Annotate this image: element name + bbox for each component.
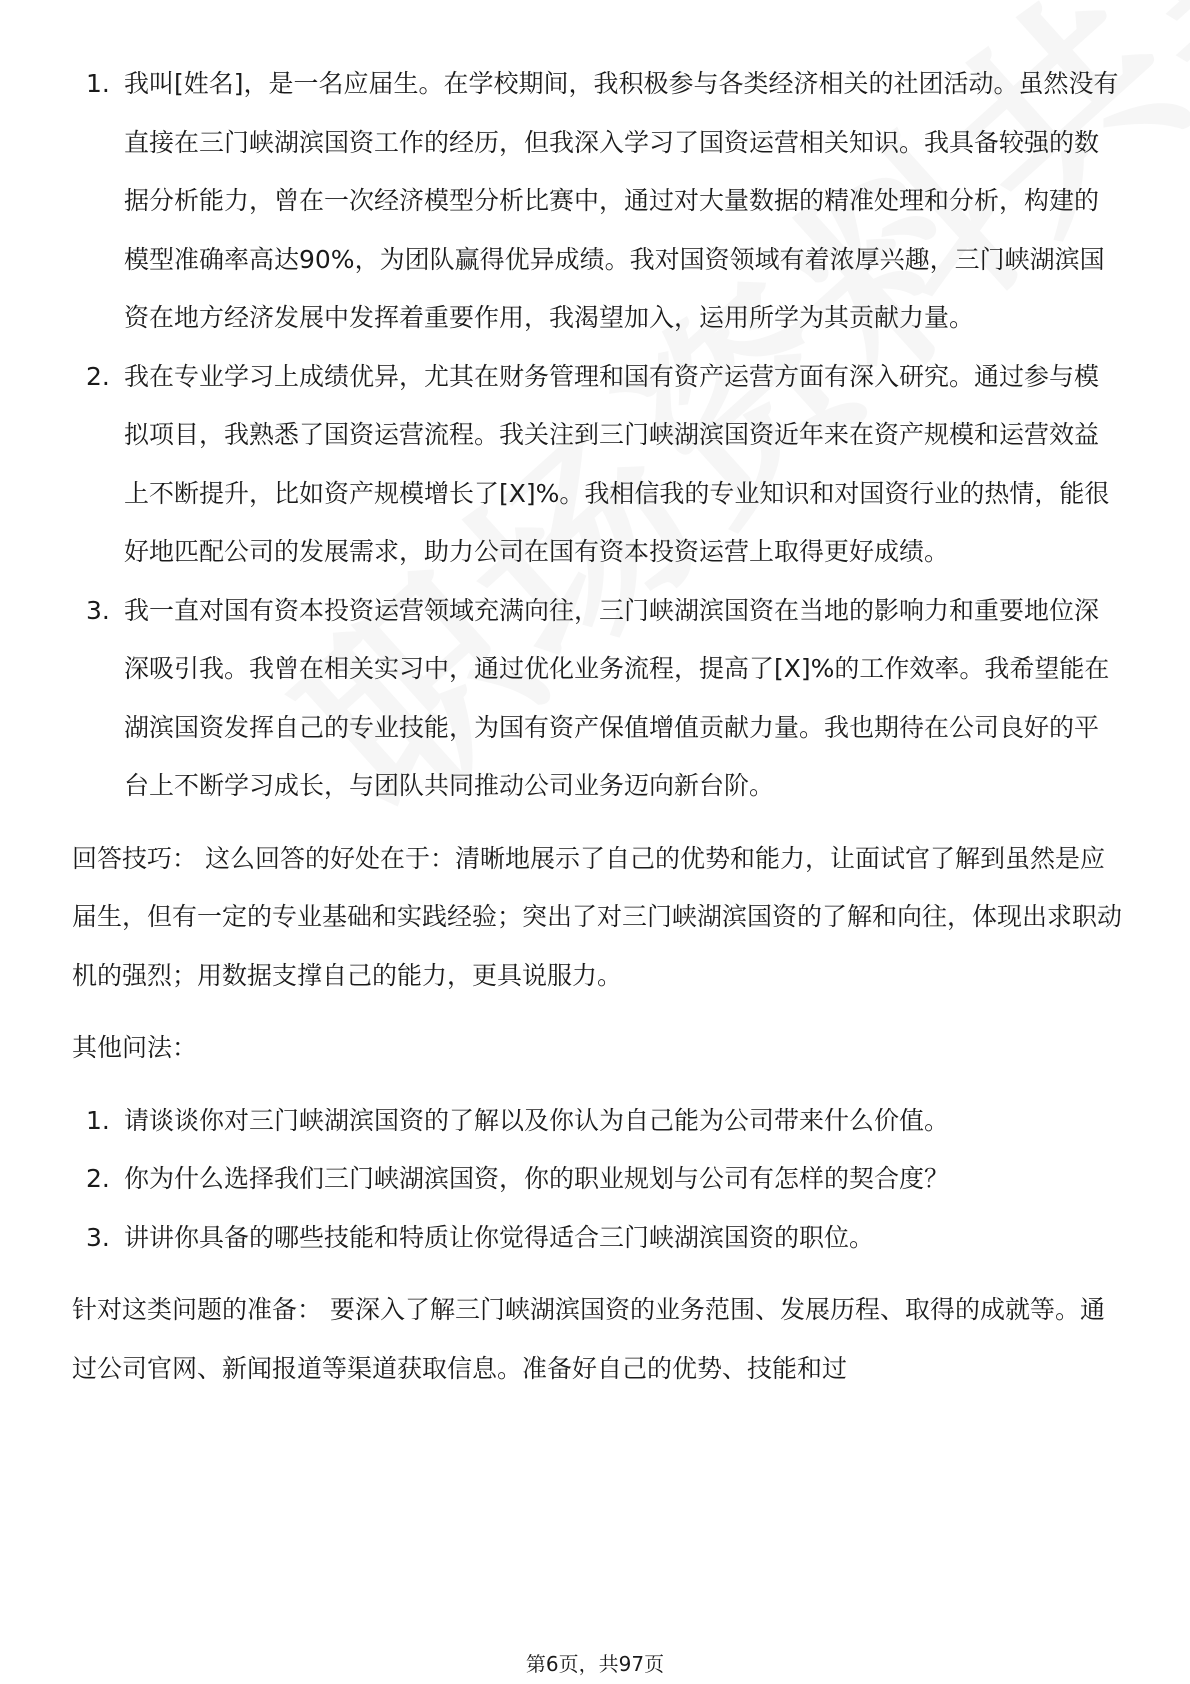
list-number: 1. [86,69,110,98]
preparation-paragraph: 针对这类问题的准备： 要深入了解三门峡湖滨国资的业务范围、发展历程、取得的成就等。通过公司官网、新闻报道等渠道获取信息。准备好自己的优势、技能和过 [72,1295,1105,1383]
list-number: 3. [86,1222,110,1252]
list-number: 1. [86,1105,110,1135]
other-questions-heading: 其他问法： [72,1033,198,1062]
document-body [72,55,1122,1398]
list-item-text: 讲讲你具备的哪些技能和特质让你觉得适合三门峡湖滨国资的职位。 [124,1222,875,1252]
list-item [72,348,1122,582]
answer-tips: 回答技巧： 这么回答的好处在于：清晰地展示了自己的优势和能力，让面试官了解到虽然是应届生，但有一定的专业基础和实践经验；突出了对三门峡湖滨国资的了解和向往，体现出求职动机的强烈；用数据支撑自己的能力，更具说服力。 [72,843,1123,990]
list-item-text: 我叫[姓名]，是一名应届生。在学校期间，我积极参与各类经济相关的社团活动。虽然没有直接在三门峡湖滨国资工作的经历，但我深入学习了国资运营相关知识。我具备较强的数据分析能力，曾在一次经济模型分析比赛中，通过对大量数据的精准处理和分析，构建的模型准确率高达90%，为团队赢得优异成绩。我对国资领域有着浓厚兴趣，三门峡湖滨国资在地方经济发展中发挥着重要作用，我渴望加入，运用所学为其贡献力量。 [124,69,1119,332]
answer-list [72,55,1122,816]
list-item-text: 我在专业学习上成绩优异，尤其在财务管理和国有资产运营方面有深入研究。通过参与模拟项目，我熟悉了国资运营流程。我关注到三门峡湖滨国资近年来在资产规模和运营效益上不断提升，比如资产规模增长了[X]%。我相信我的专业知识和对国资行业的热情，能很好地匹配公司的发展需求，助力公司在国有资本投资运营上取得更好成绩。 [124,361,1110,566]
list-item [72,1092,1122,1151]
other-questions-list [72,1092,1122,1268]
list-item-text: 请谈谈你对三门峡湖滨国资的了解以及你认为自己能为公司带来什么价值。 [124,1105,950,1135]
list-item [72,582,1122,816]
list-number: 2. [86,361,110,391]
list-number: 2. [86,1164,110,1193]
list-item [72,1150,1122,1209]
list-item [72,55,1122,348]
list-number: 3. [86,595,110,625]
page-footer: 第6页，共97页 [525,1652,665,1676]
list-item-text: 我一直对国有资本投资运营领域充满向往，三门峡湖滨国资在当地的影响力和重要地位深深吸引我。我曾在相关实习中，通过优化业务流程，提高了[X]%的工作效率。我希望能在湖滨国资发挥自己的专业技能，为国有资产保值增值贡献力量。我也期待在公司良好的平台上不断学习成长，与团队共同推动公司业务迈向新台阶。 [124,595,1110,800]
list-item [72,1209,1122,1268]
list-item-text: 你为什么选择我们三门峡湖滨国资，你的职业规划与公司有怎样的契合度？ [124,1164,950,1193]
